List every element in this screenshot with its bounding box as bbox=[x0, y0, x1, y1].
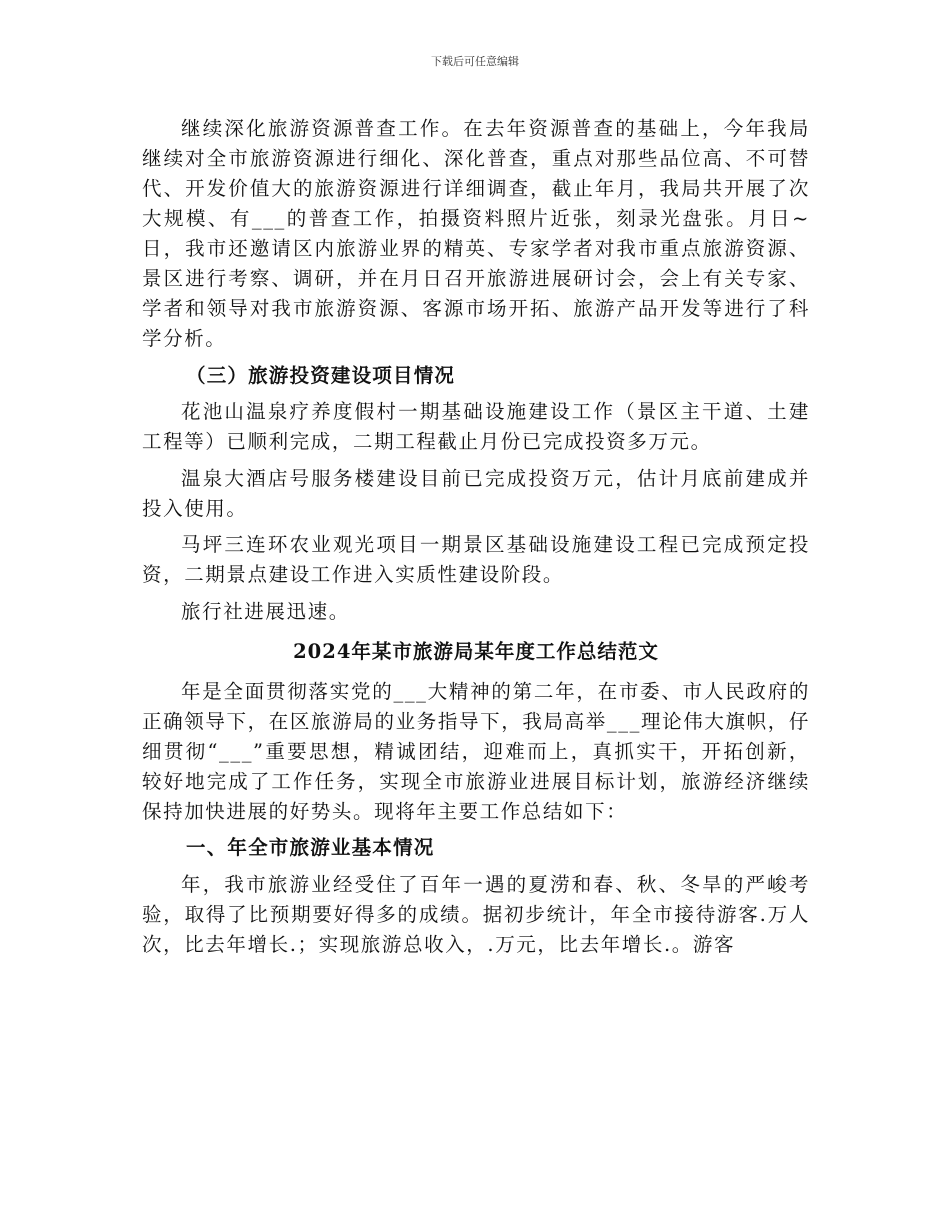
heading-investment-projects: （三）旅游投资建设项目情况 bbox=[186, 363, 456, 387]
paragraph-agriculture-project: 马坪三连环农业观光项目一期景区基础设施建设工程已完成预定投资，二期景点建设工作进入实质性建设阶段。 bbox=[142, 533, 810, 586]
page-header-note: 下载后可任意编辑 bbox=[431, 55, 519, 68]
paragraph-introduction: 年是全面贯彻落实党的___大精神的第二年，在市委、市人民政府的正确领导下，在区旅游局的业务指导下，我局高举___理论伟大旗帜，仔细贯彻“___”重要思想，精诚团结，迎难而上，真抓实干，开拓创新，较好地完成了工作任务，实现全市旅游业进展目标计划，旅游经济继续保持加快进展的好势头。现将年主要工作总结如下： bbox=[142, 679, 810, 823]
heading-section-one: 一、年全市旅游业基本情况 bbox=[186, 836, 435, 859]
paragraph-resource-survey: 继续深化旅游资源普查工作。在去年资源普查的基础上，今年我局继续对全市旅游资源进行细化、深化普查，重点对那些品位高、不可替代、开发价值大的旅游资源进行详细调查，截止年月，我局共开展了次大规模、有___的普查工作，拍摄资料照片近张，刻录光盘张。月日~日，我市还邀请区内旅游业界的精英、专家学者对我市重点旅游资源、景区进行考察、调研，并在月日召开旅游进展研讨会，会上有关专家、学者和领导对我市旅游资源、客源市场开拓、旅游产品开发等进行了科学分析。 bbox=[142, 117, 810, 350]
paragraph-hotel-building: 温泉大酒店号服务楼建设目前已完成投资万元，估计月底前建成并投入使用。 bbox=[142, 466, 810, 520]
document-body bbox=[142, 114, 810, 966]
paragraph-hot-spring-resort: 花池山温泉疗养度假村一期基础设施建设工作（景区主干道、土建工程等）已顺利完成，二期工程截止月份已完成投资多万元。 bbox=[142, 400, 810, 453]
document-title: 2024年某市旅游局某年度工作总结范文 bbox=[293, 639, 659, 663]
paragraph-basic-situation: 年，我市旅游业经受住了百年一遇的夏涝和春、秋、冬旱的严峻考验，取得了比预期要好得多的成绩。据初步统计，年全市接待游客.万人次，比去年增长.；实现旅游总收入，.万元，比去年增长.。游客 bbox=[142, 872, 810, 956]
paragraph-travel-agencies: 旅行社进展迅速。 bbox=[181, 599, 350, 623]
